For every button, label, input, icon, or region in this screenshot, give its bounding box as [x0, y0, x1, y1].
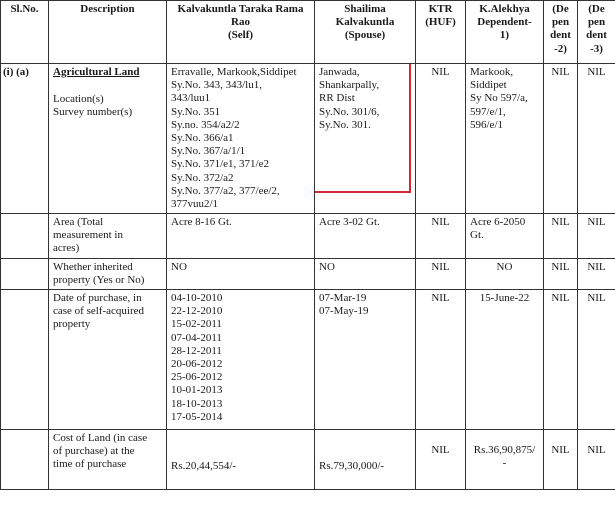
- slno-cell: (i) (a): [1, 64, 49, 214]
- slno-cell: [1, 214, 49, 259]
- spouse-cost-cell: Rs.79,30,000/-: [315, 430, 416, 490]
- huf-cell: NIL: [416, 64, 466, 214]
- row-cost-of-land: [1, 430, 615, 490]
- dependent-3-cell: NIL: [578, 290, 615, 430]
- row-date-of-purchase: [1, 290, 615, 430]
- huf-cell: NIL: [416, 290, 466, 430]
- spouse-location-cell: Janwada, Shankarpally, RR Dist Sy.No. 301/6, Sy.No. 301.: [315, 64, 416, 214]
- row-inherited: [1, 258, 615, 289]
- self-area-cell: Acre 8-16 Gt.: [167, 214, 315, 259]
- header-description: Description: [49, 1, 167, 64]
- dependent-2-cell: NIL: [544, 290, 578, 430]
- dependent-2-cell: NIL: [544, 64, 578, 214]
- header-self: Kalvakuntla Taraka Rama Rao (Self): [167, 1, 315, 64]
- header-row: [1, 1, 615, 64]
- description-cell: Date of purchase, in case of self-acquired property: [49, 290, 167, 430]
- dependent-1-location-cell: Markook, Siddipet Sy No 597/a, 597/e/1, 596/e/1: [466, 64, 544, 214]
- header-dependent-1: K.Alekhya Dependent- 1): [466, 1, 544, 64]
- self-dates-cell: 04-10-2010 22-12-2010 15-02-2011 07-04-2011 28-12-2011 20-06-2012 25-06-2012 10-01-2013 18-10-2013 17-05-2014: [167, 290, 315, 430]
- header-slno: Sl.No.: [1, 1, 49, 64]
- description-cell: Whether inherited property (Yes or No): [49, 258, 167, 289]
- header-dependent-2: (De pen dent -2): [544, 1, 578, 64]
- dependent-2-cell: NIL: [544, 430, 578, 490]
- huf-cell: NIL: [416, 258, 466, 289]
- self-location-cell: Erravalle, Markook,Siddipet Sy.No. 343, 343/lu1, 343/luu1 Sy.No. 351 Sy.no. 354/a2/2 Sy.No. 366/a1 Sy.No. 367/a/1/1 Sy.No. 371/e1, 371/e2 Sy.No. 372/a2 Sy.No. 377/a2, 377/ee/2, 377vuu2/1: [167, 64, 315, 214]
- spouse-dates-cell: 07-Mar-19 07-May-19: [315, 290, 416, 430]
- description-cell: Area (Total measurement in acres): [49, 214, 167, 259]
- description-cell: Cost of Land (in case of purchase) at the time of purchase: [49, 430, 167, 490]
- dependent-3-cell: NIL: [578, 258, 615, 289]
- slno-cell: [1, 290, 49, 430]
- dependent-2-cell: NIL: [544, 258, 578, 289]
- dependent-3-cell: NIL: [578, 64, 615, 214]
- self-cost-cell: Rs.20,44,554/-: [167, 430, 315, 490]
- header-dependent-3: (De pen dent -3): [578, 1, 615, 64]
- section-heading: Agricultural Land: [53, 66, 140, 78]
- spouse-area-cell: Acre 3-02 Gt.: [315, 214, 416, 259]
- header-spouse: Shailima Kalvakuntla (Spouse): [315, 1, 416, 64]
- description-cell: Agricultural Land Location(s) Survey number(s): [49, 64, 167, 214]
- header-huf: KTR (HUF): [416, 1, 466, 64]
- slno-cell: [1, 258, 49, 289]
- huf-cell: NIL: [416, 214, 466, 259]
- dependent-3-cell: NIL: [578, 214, 615, 259]
- row-agricultural-land: [1, 64, 615, 214]
- dependent-3-cell: NIL: [578, 430, 615, 490]
- dependent-1-cost-cell: Rs.36,90,875/ -: [466, 430, 544, 490]
- dependent-1-date-cell: 15-June-22: [466, 290, 544, 430]
- dependent-1-inherited-cell: NO: [466, 258, 544, 289]
- huf-cell: NIL: [416, 430, 466, 490]
- self-inherited-cell: NO: [167, 258, 315, 289]
- slno-cell: [1, 430, 49, 490]
- row-area: [1, 214, 615, 259]
- dependent-1-area-cell: Acre 6-2050 Gt.: [466, 214, 544, 259]
- dependent-2-cell: NIL: [544, 214, 578, 259]
- spouse-inherited-cell: NO: [315, 258, 416, 289]
